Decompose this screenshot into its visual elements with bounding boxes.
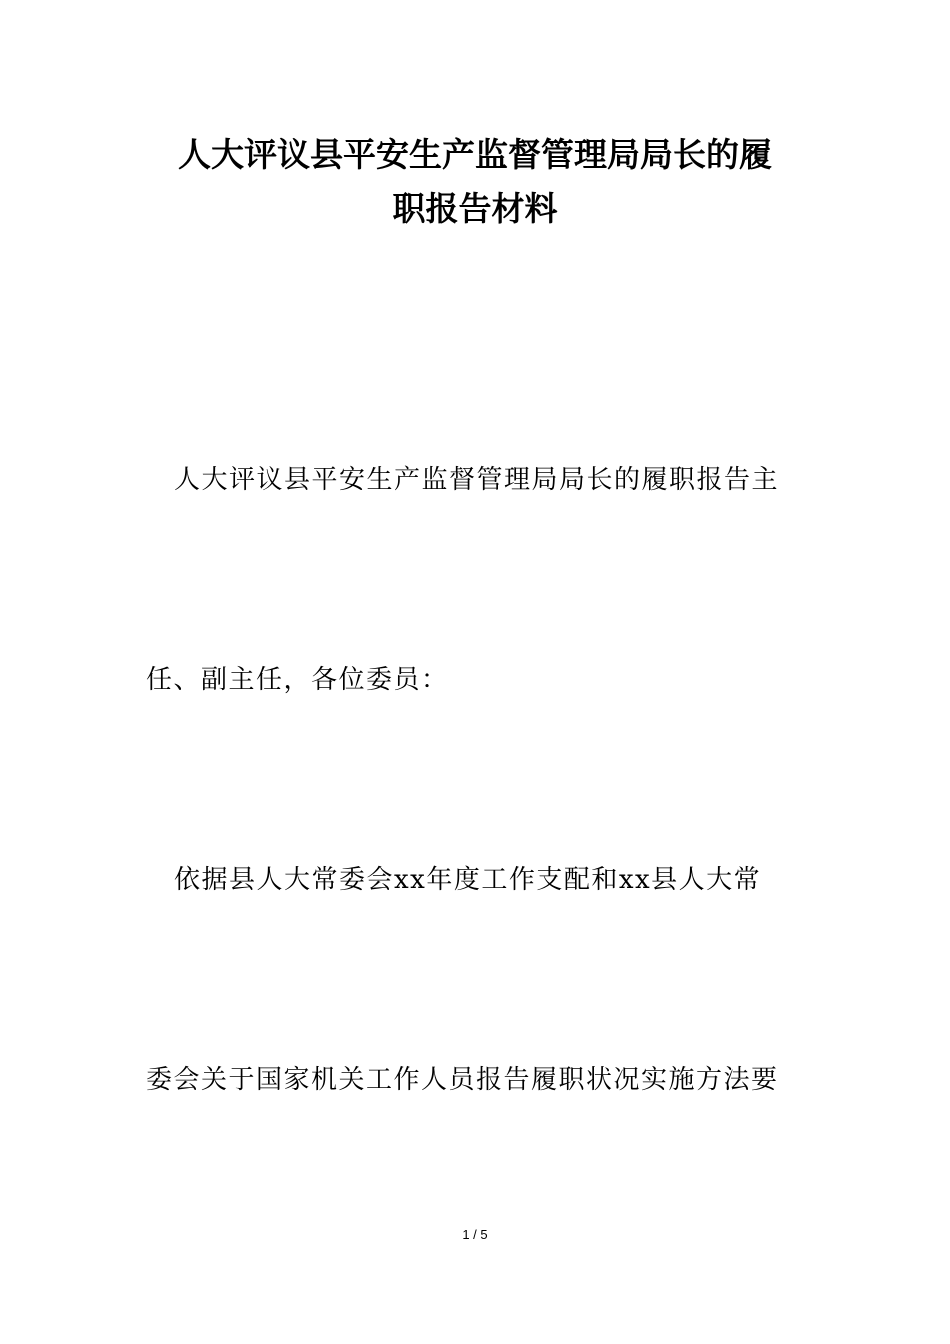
title-line-1: 人大评议县平安生产监督管理局局长的履	[178, 135, 772, 174]
body-line-3: 依据县人大常委会xx年度工作支配和xx县人大常	[174, 865, 762, 895]
title-line-2: 职报告材料	[392, 189, 558, 228]
page-number: 1 / 5	[462, 1227, 488, 1242]
body-line-2: 任、副主任，各位委员：	[146, 665, 449, 695]
body-line-4: 委会关于国家机关工作人员报告履职状况实施方法要	[146, 1065, 779, 1095]
body-line-1: 人大评议县平安生产监督管理局局长的履职报告主	[174, 465, 780, 495]
document-title	[0, 128, 950, 236]
